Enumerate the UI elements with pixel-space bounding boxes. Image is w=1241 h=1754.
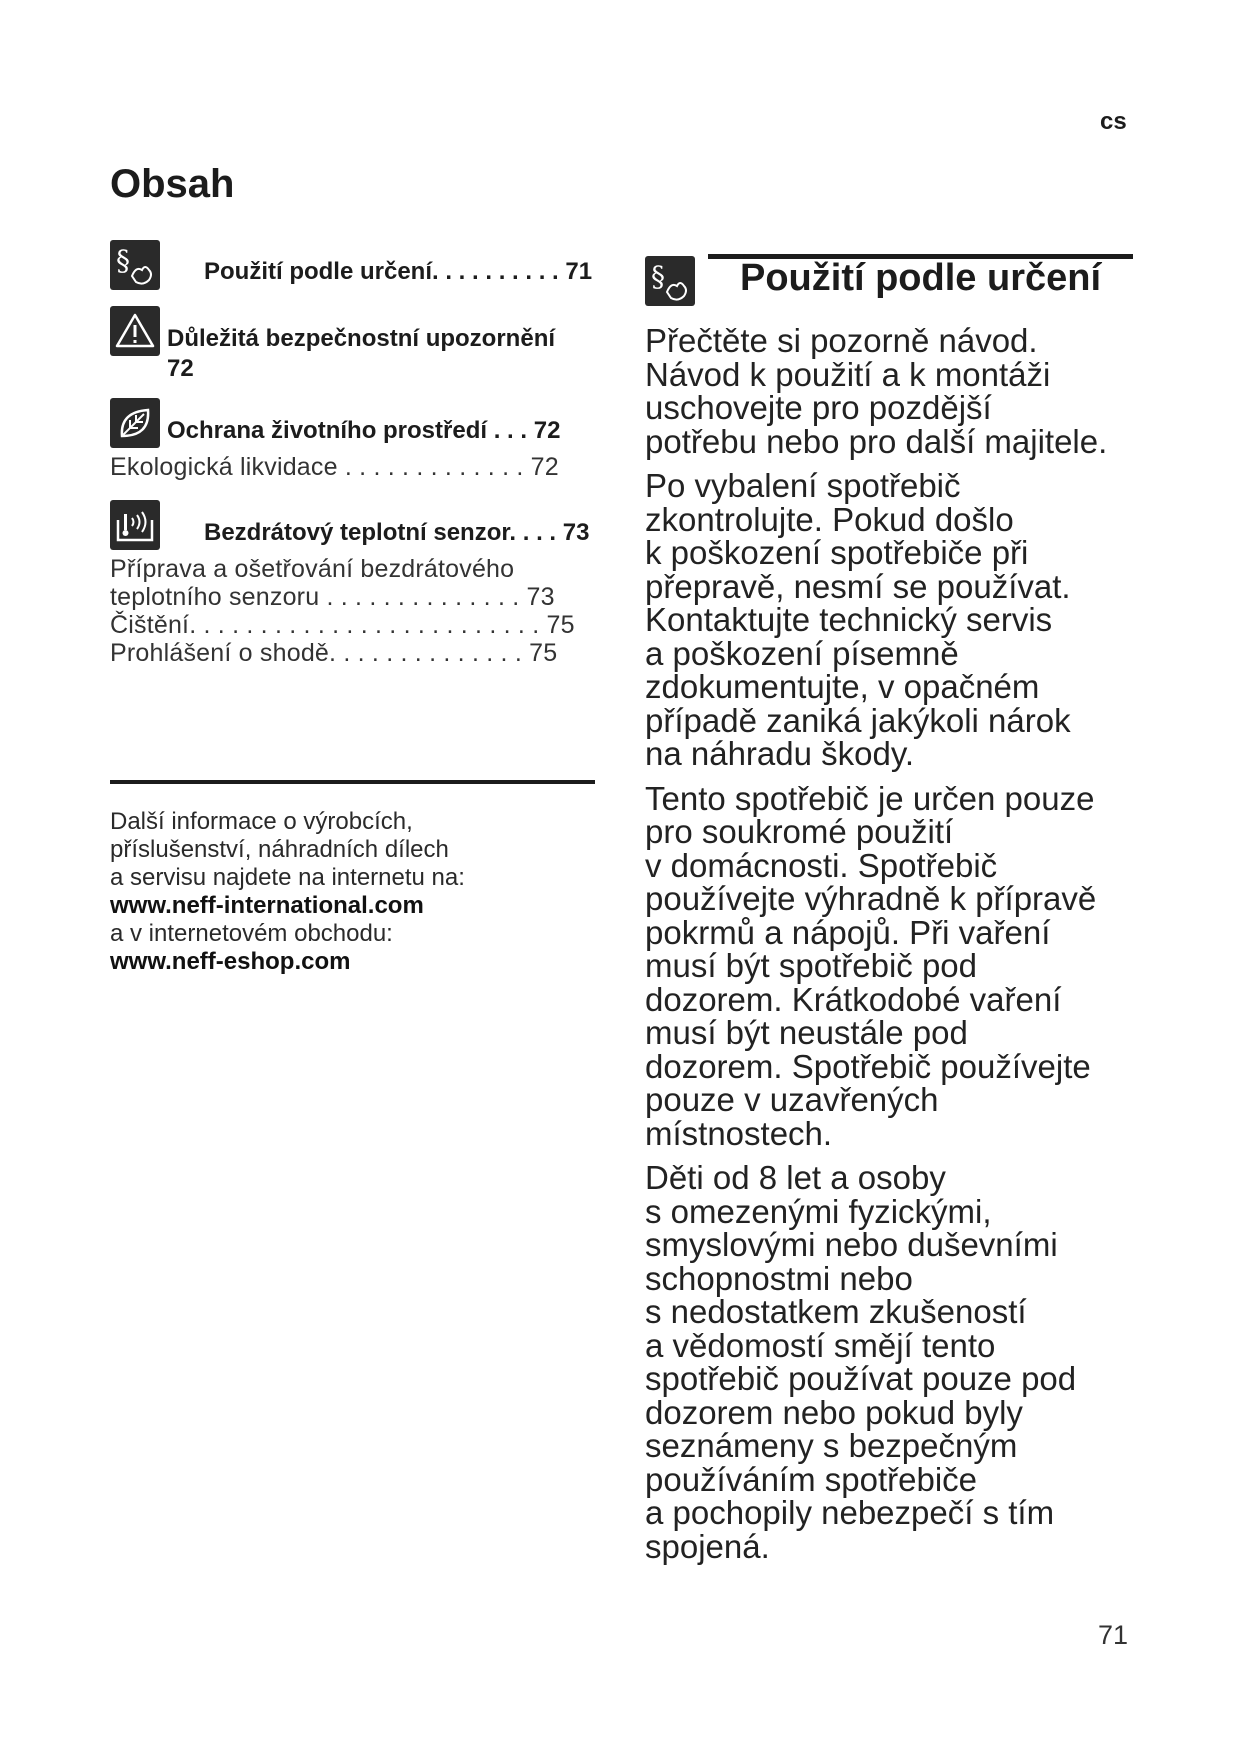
- paragraph: [645, 1161, 1165, 1563]
- text-line: seznámeny s bezpečným: [645, 1427, 1018, 1464]
- language-code: cs: [1100, 108, 1127, 135]
- text-line: smyslovými nebo duševními: [645, 1226, 1058, 1263]
- text-line: přepravě, nesmí se používat.: [645, 567, 1071, 605]
- toc-title: Obsah: [110, 162, 235, 206]
- text-line: musí být neustále pod: [645, 1014, 968, 1051]
- text-line: spotřebič používat pouze pod: [645, 1360, 1077, 1397]
- text-line: zkontrolujte. Pokud došlo: [645, 500, 1014, 538]
- text-line: k poškození spotřebiče při: [645, 534, 1029, 571]
- eshop-link[interactable]: www.neff-eshop.com: [110, 948, 351, 975]
- text-line: uschovejte pro pozdější: [645, 389, 992, 426]
- paragraph: [645, 779, 1165, 1152]
- text-line: Přečtěte si pozorně návod.: [645, 322, 1038, 359]
- text-line: Po vybalení spotřebič: [645, 467, 961, 504]
- page-number: 71: [1098, 1620, 1129, 1650]
- text-line: používáním spotřebiče: [645, 1460, 978, 1498]
- toc-item-intended-use[interactable]: Použití podle určení. . . . . . . . . . 71: [204, 258, 593, 285]
- text-line: pro soukromé použití: [645, 813, 954, 850]
- intended-use-icon: [645, 256, 695, 306]
- warning-icon: [110, 306, 160, 356]
- toc-subitem[interactable]: Prohlášení o shodě. . . . . . . . . . . . . . 75: [110, 639, 558, 667]
- text-line: potřebu nebo pro další majitele.: [645, 422, 1108, 460]
- text-line: a poškození písemně: [645, 634, 959, 672]
- text-line: a pochopily nebezpečí s tím: [645, 1494, 1055, 1531]
- text-line: Děti od 8 let a osoby: [645, 1159, 946, 1196]
- intended-use-icon: [110, 240, 160, 290]
- text-line: na náhradu škody.: [645, 735, 915, 772]
- text-line: Návod k použití a k montáži: [645, 355, 1051, 393]
- text-line: a vědomostí smějí tento: [645, 1326, 996, 1364]
- toc-item-safety[interactable]: Důležitá bezpečnostní upozornění: [167, 325, 556, 352]
- text-line: spojená.: [645, 1527, 770, 1565]
- text-line: používejte výhradně k přípravě: [645, 880, 1097, 917]
- toc-subitem[interactable]: Čištění. . . . . . . . . . . . . . . . . . . . . . . . . 75: [110, 611, 575, 639]
- paragraph: [645, 469, 1165, 771]
- divider: [110, 780, 595, 784]
- toc-subitem[interactable]: Příprava a ošetřování bezdrátového: [110, 555, 515, 583]
- text-line: zdokumentujte, v opačném: [645, 668, 1040, 705]
- text-line: v domácnosti. Spotřebič: [645, 846, 998, 884]
- text-line: schopnostmi nebo: [645, 1259, 913, 1297]
- info-line: a v internetovém obchodu:: [110, 920, 393, 947]
- text-line: Kontaktujte technický servis: [645, 601, 1053, 638]
- text-line: s nedostatkem zkušeností: [645, 1293, 1027, 1330]
- section-body: [645, 324, 1165, 1574]
- environment-leaf-icon: [110, 398, 160, 448]
- website-link[interactable]: www.neff-international.com: [110, 892, 424, 919]
- paragraph: [645, 324, 1165, 458]
- text-line: s omezenými fyzickými,: [645, 1192, 992, 1230]
- text-line: případě zaniká jakýkoli nárok: [645, 701, 1071, 739]
- text-line: dozorem nebo pokud byly: [645, 1393, 1023, 1431]
- text-line: pouze v uzavřených: [645, 1081, 939, 1118]
- toc-item-safety-page: 72: [167, 355, 194, 382]
- text-line: musí být spotřebič pod: [645, 947, 977, 984]
- wireless-sensor-icon: [110, 500, 160, 550]
- info-line: Další informace o výrobcích,: [110, 808, 413, 835]
- text-line: Tento spotřebič je určen pouze: [645, 779, 1095, 817]
- further-info: [110, 808, 610, 976]
- toc-item-environment[interactable]: Ochrana životního prostředí . . . 72: [167, 417, 561, 444]
- toc-item-wireless-sensor[interactable]: Bezdrátový teplotní senzor. . . . 73: [204, 519, 590, 546]
- toc-subitem[interactable]: Ekologická likvidace . . . . . . . . . . . . . 72: [110, 453, 559, 481]
- svg-text:§: §: [116, 244, 130, 277]
- text-line: místnostech.: [645, 1114, 833, 1152]
- text-line: dozorem. Krátkodobé vaření: [645, 980, 1062, 1018]
- section-title: Použití podle určení: [740, 257, 1102, 299]
- svg-text:§: §: [651, 260, 665, 293]
- text-line: dozorem. Spotřebič používejte: [645, 1047, 1091, 1085]
- info-line: příslušenství, náhradních dílech: [110, 836, 449, 863]
- toc-subitem[interactable]: teplotního senzoru . . . . . . . . . . . . . . 73: [110, 583, 555, 611]
- text-line: pokrmů a nápojů. Při vaření: [645, 913, 1051, 951]
- info-line: a servisu najdete na internetu na:: [110, 864, 465, 891]
